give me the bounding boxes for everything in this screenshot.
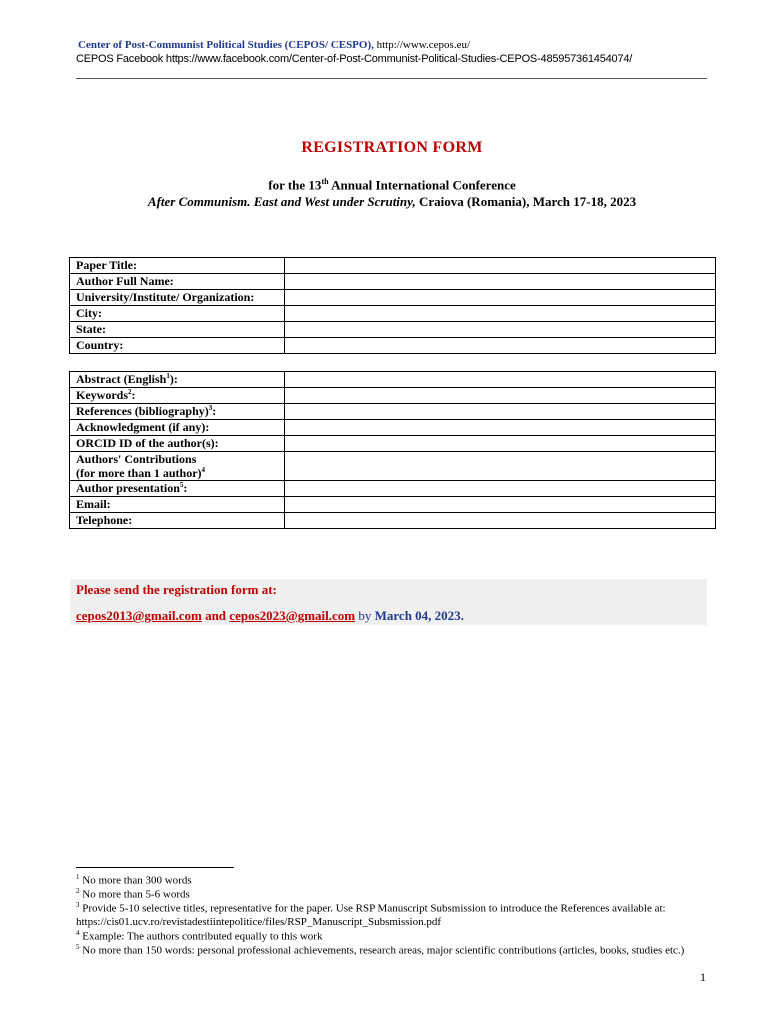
footnote-2: $^2$ No more than 5-6 words (76, 887, 190, 901)
table-row (70, 258, 716, 274)
table-row (70, 452, 716, 481)
field-label: ORCID ID of the author(s): (70, 436, 285, 452)
field-label: Author Full Name: (70, 274, 285, 290)
field-value-input[interactable] (285, 388, 716, 404)
field-label: Acknowledgment (if any): (70, 420, 285, 436)
field-label: Paper Title: (70, 258, 285, 274)
footnote-5: $^5$ No more than 150 words: personal professional achievements, research areas, major scientific contributions (articles, books, studies etc.) (76, 943, 685, 957)
field-label: References (bibliography)$^3$: (70, 404, 285, 420)
field-value-input[interactable] (285, 306, 716, 322)
field-label: Abstract (English$^1$): (70, 372, 285, 388)
table-row (70, 274, 716, 290)
email-link-2[interactable]: cepos2023@gmail.com (229, 608, 356, 623)
field-value-input[interactable] (285, 322, 716, 338)
document-title: REGISTRATION FORM (301, 139, 483, 156)
table-row (70, 481, 716, 497)
header-website-link[interactable]: http://www.cepos.eu/ (376, 39, 471, 51)
table-row (70, 322, 716, 338)
conference-name-line (0, 194, 768, 210)
send-emails-line: cepos2013@gmail.com and cepos2023@gmail.com by March 04, 2023. (76, 608, 464, 623)
table-row (70, 497, 716, 513)
footnote-divider (76, 867, 234, 868)
field-label: State: (70, 322, 285, 338)
field-value-input[interactable] (285, 420, 716, 436)
header-org-name: Center of Post-Communist Political Studies (CEPOS/ CESPO), (78, 39, 374, 51)
send-instructions: Please send the registration form at: (76, 582, 277, 597)
field-value-input[interactable] (285, 436, 716, 452)
table-row (70, 306, 716, 322)
deadline-date: March 04, 2023. (374, 608, 464, 623)
conference-name: After Communism. East and West under Scrutiny, (147, 194, 416, 209)
field-label: Authors' Contributions (for more than 1 author)$^4$ (70, 452, 285, 481)
field-label: Email: (70, 497, 285, 513)
conference-line: for the 13th Annual International Conference (268, 177, 516, 193)
footnote-4: $^4$ Example: The authors contributed equally to this work (76, 929, 323, 943)
field-label: University/Institute/ Organization: (70, 290, 285, 306)
field-value-input[interactable] (285, 274, 716, 290)
table-row (70, 338, 716, 354)
table-row (70, 388, 716, 404)
field-label: Telephone: (70, 513, 285, 529)
header-line-1 (78, 39, 470, 51)
field-value-input[interactable] (285, 338, 716, 354)
author-info-table (69, 257, 716, 354)
field-label: Author presentation$^5$: (70, 481, 285, 497)
footnote-1: $^1$ No more than 300 words (76, 873, 192, 887)
conference-location-date: Craiova (Romania), March 17-18, 2023 (415, 194, 637, 209)
footnote-3: $^3$ Provide 5-10 selective titles, representative for the paper. Use RSP Manuscript Subsmission to introduce the References available at: https://cis01.ucv.ro/revistadestiintepolitice/files/RSP_Manuscript_Subsmission.pdf (76, 901, 666, 928)
field-label: City: (70, 306, 285, 322)
field-value-input[interactable] (285, 481, 716, 497)
page-number: 1 (700, 970, 706, 984)
email-link-1[interactable]: cepos2013@gmail.com (76, 608, 202, 623)
table-row (70, 372, 716, 388)
field-value-input[interactable] (285, 452, 716, 481)
table-row (70, 404, 716, 420)
field-value-input[interactable] (285, 372, 716, 388)
table-row (70, 513, 716, 529)
header-divider (76, 78, 707, 79)
paper-details-table (69, 371, 716, 529)
field-value-input[interactable] (285, 258, 716, 274)
table-row (70, 436, 716, 452)
field-value-input[interactable] (285, 513, 716, 529)
field-label: Country: (70, 338, 285, 354)
field-value-input[interactable] (285, 497, 716, 513)
field-label: Keywords$^2$: (70, 388, 285, 404)
header-facebook-line[interactable]: CEPOS Facebook https://www.facebook.com/Center-of-Post-Communist-Political-Studies-CEPOS-485957361454074/ (76, 53, 633, 65)
field-value-input[interactable] (285, 404, 716, 420)
table-row (70, 290, 716, 306)
table-row (70, 420, 716, 436)
field-value-input[interactable] (285, 290, 716, 306)
